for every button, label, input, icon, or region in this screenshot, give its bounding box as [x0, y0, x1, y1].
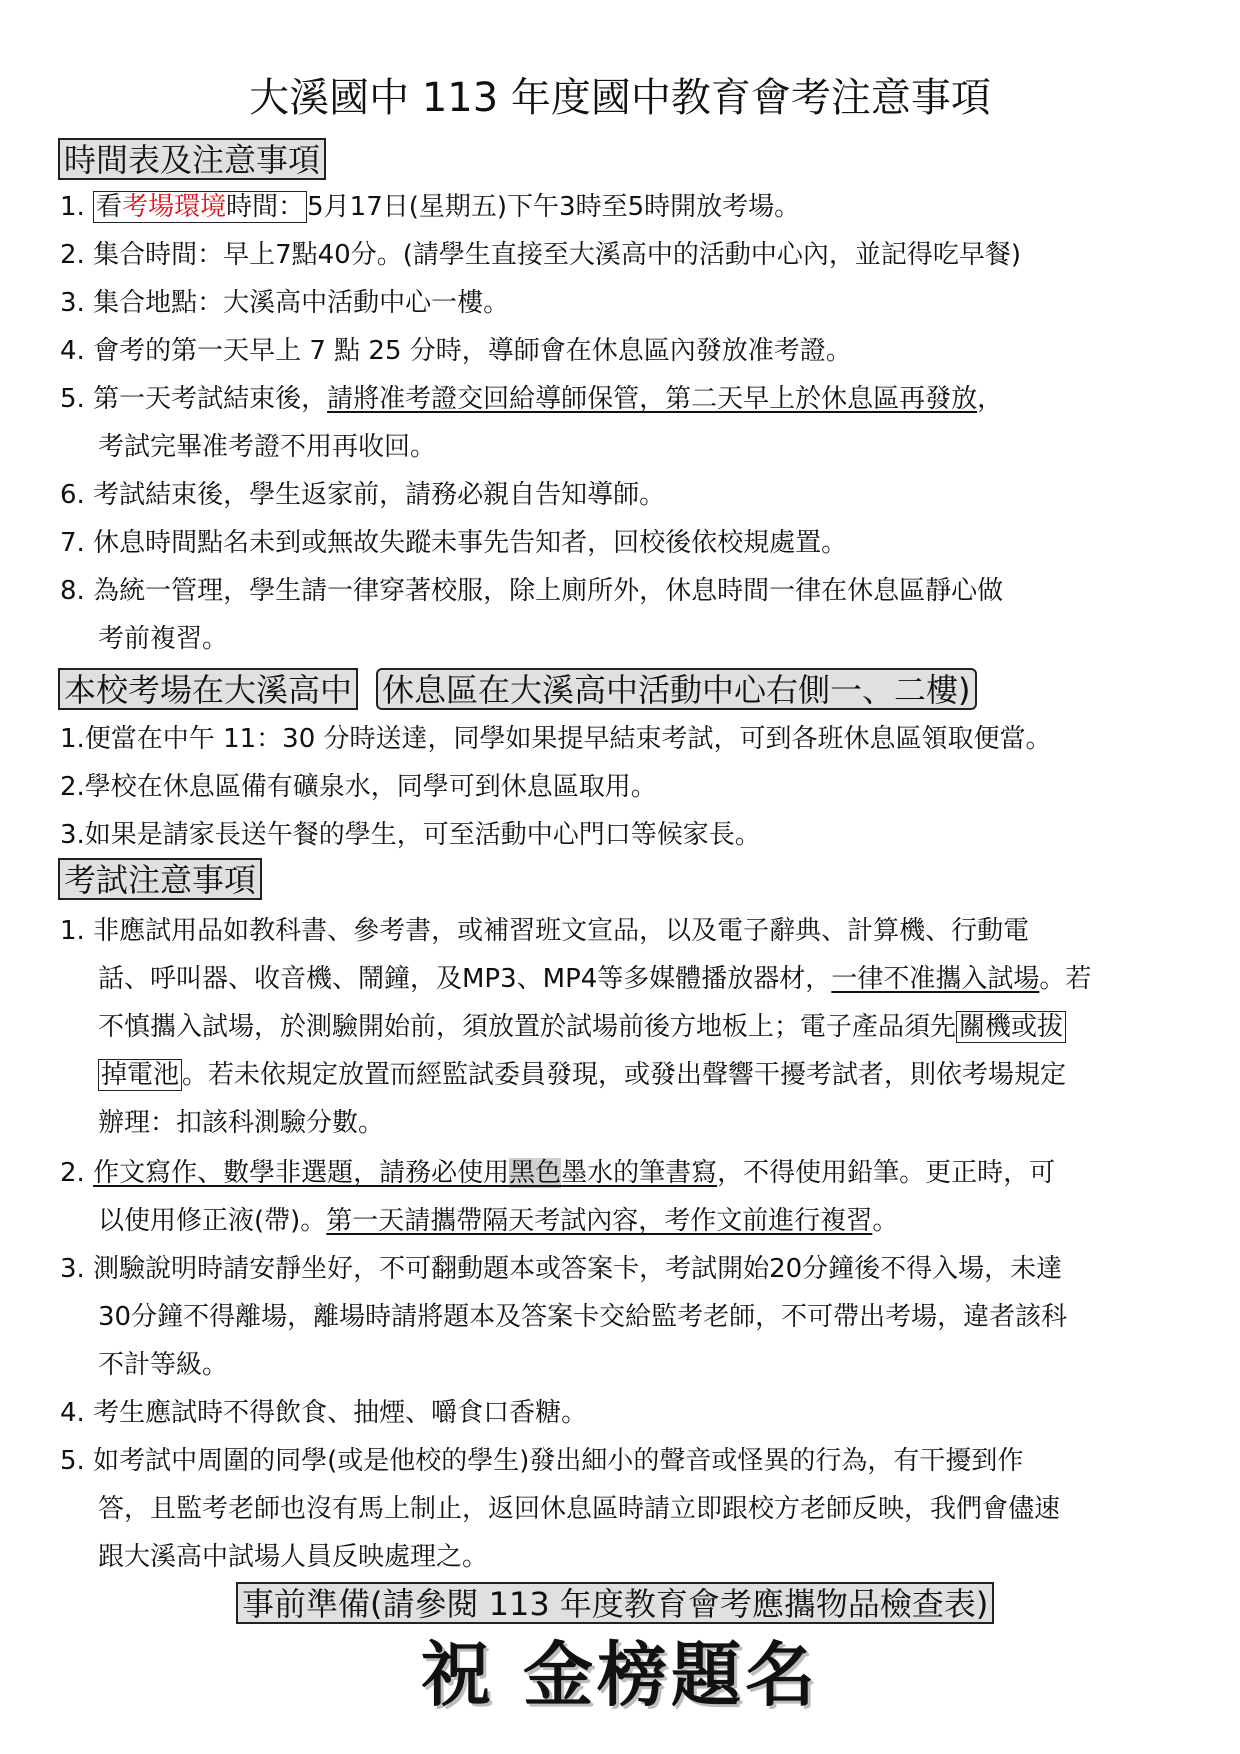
list-item: 1.便當在中午 11：30 分時送達，同學如果提早結束考試，可到各班休息區領取便當。 [60, 724, 1052, 754]
boxed-instruction: 掉電池 [98, 1059, 182, 1091]
page-title: 大溪國中 113 年度國中教育會考注意事項 [249, 75, 991, 121]
underlined-instruction: 請將准考證交回給導師保管，第二天早上於休息區再發放 [327, 384, 978, 414]
list-item-continuation: 辦理：扣該科測驗分數。 [98, 1108, 385, 1138]
section-heading-exam-rules: 考試注意事項 [58, 858, 262, 900]
list-item: 8. 為統一管理，學生請一律穿著校服，除上廁所外，休息時間一律在休息區靜心做 [60, 576, 1004, 606]
item-number: 1. [60, 192, 85, 222]
list-item-continuation: 考試完畢准考證不用再收回。 [98, 432, 437, 462]
list-item: 1. 非應試用品如教科書、參考書，或補習班文宣品，以及電子辭典、計算機、行動電 [60, 916, 1030, 946]
section-heading-preparation: 事前準備(請參閱 113 年度教育會考應攜物品檢查表) [236, 1582, 994, 1624]
list-item: 2. 作文寫作、數學非選題，請務必使用黑色墨水的筆書寫，不得使用鉛筆。更正時，可 [60, 1158, 1056, 1188]
list-item: 5. 第一天考試結束後，請將准考證交回給導師保管，第二天早上於休息區再發放， [60, 384, 1004, 414]
list-item: 6. 考試結束後，學生返家前，請務必親自告知導師。 [60, 480, 666, 510]
list-item-continuation: 考前複習。 [98, 624, 229, 654]
venue-time-box: 看考場環境時間： [93, 191, 307, 223]
list-item: 4. 考生應試時不得飲食、抽煙、嚼食口香糖。 [60, 1398, 588, 1428]
list-item-continuation: 不計等級。 [98, 1350, 229, 1380]
list-item: 2.學校在休息區備有礦泉水，同學可到休息區取用。 [60, 772, 657, 802]
list-item: 3.如果是請家長送午餐的學生，可至活動中心門口等候家長。 [60, 820, 761, 850]
list-item: 2. 集合時間：早上7點40分。(請學生直接至大溪高中的活動中心內，並記得吃早餐) [60, 240, 1021, 270]
underlined-instruction: 一律不准攜入試場 [831, 964, 1040, 994]
list-item-continuation: 答，且監考老師也沒有馬上制止，返回休息區時請立即跟校方老師反映，我們會儘速 [98, 1494, 1061, 1524]
list-item-continuation: 話、呼叫器、收音機、鬧鐘，及MP3、MP4等多媒體播放器材，一律不准攜入試場。若 [98, 964, 1092, 994]
list-item-continuation: 以使用修正液(帶)。第一天請攜帶隔天考試內容，考作文前進行複習。 [98, 1206, 899, 1236]
list-item: 3. 集合地點：大溪高中活動中心一樓。 [60, 288, 510, 318]
section-heading-schedule: 時間表及注意事項 [58, 138, 326, 180]
list-item-continuation: 不慎攜入試場，於測驗開始前，須放置於試場前後方地板上；電子產品須先 關機或拔 [98, 1010, 1066, 1044]
underlined-instruction: 作文寫作、數學非選題，請務必使用黑色墨水的筆書寫 [93, 1158, 718, 1188]
section-heading-rest-area: 休息區在大溪高中活動中心右側一、二樓) [376, 668, 977, 710]
venue-highlight: 考場環境 [122, 192, 227, 222]
underlined-instruction: 第一天請攜帶隔天考試內容，考作文前進行複習 [326, 1206, 873, 1236]
closing-blessing: 祝 金榜題名 [420, 1634, 820, 1716]
shaded-text: 黑色 [509, 1158, 562, 1188]
list-item-continuation: 30分鐘不得離場，離場時請將題本及答案卡交給監考老師，不可帶出考場，違者該科 [98, 1302, 1068, 1332]
list-item-continuation: 掉電池 。若未依規定放置而經監試委員發現，或發出聲響干擾考試者，則依考場規定 [98, 1058, 1066, 1092]
list-item: 3. 測驗說明時請安靜坐好，不可翻動題本或答案卡，考試開始20分鐘後不得入場，未達 [60, 1254, 1063, 1284]
list-item: 4. 會考的第一天早上 7 點 25 分時，導師會在休息區內發放准考證。 [60, 336, 852, 366]
list-item: 1. 看考場環境時間： 5月17日(星期五)下午3時至5時開放考場。 [60, 192, 801, 222]
list-item: 5. 如考試中周圍的同學(或是他校的學生)發出細小的聲音或怪異的行為，有干擾到作 [60, 1446, 1024, 1476]
list-item: 7. 休息時間點名未到或無故失蹤未事先告知者，回校後依校規處置。 [60, 528, 848, 558]
boxed-instruction: 關機或拔 [956, 1011, 1066, 1043]
section-heading-venue: 本校考場在大溪高中 [58, 668, 358, 710]
list-item-continuation: 跟大溪高中試場人員反映處理之。 [98, 1542, 489, 1572]
